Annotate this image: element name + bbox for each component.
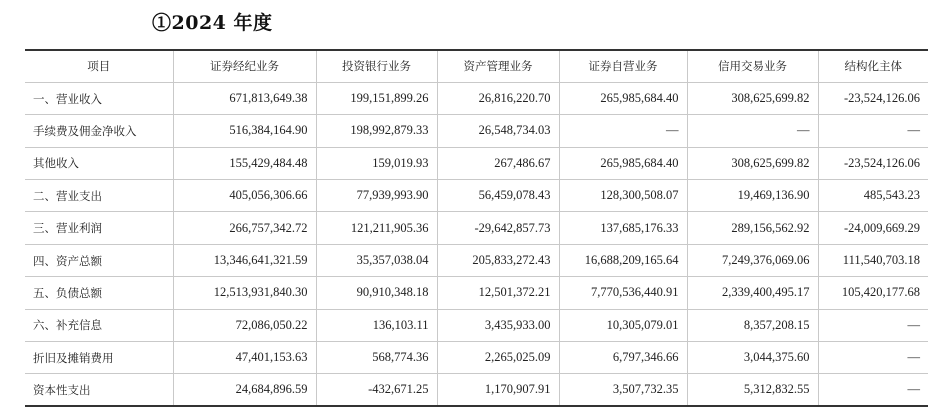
table-cell: 26,548,734.03 bbox=[437, 115, 559, 147]
table-cell: — bbox=[687, 115, 818, 147]
table-cell: 205,833,272.43 bbox=[437, 244, 559, 276]
table-row bbox=[25, 82, 928, 114]
table-cell: 2,339,400,495.17 bbox=[687, 277, 818, 309]
table-cell: 199,151,899.26 bbox=[316, 82, 437, 114]
table-cell: 671,813,649.38 bbox=[173, 82, 316, 114]
row-label: 二、营业支出 bbox=[25, 180, 173, 212]
table-cell: 155,429,484.48 bbox=[173, 147, 316, 179]
table-cell: 12,513,931,840.30 bbox=[173, 277, 316, 309]
table-cell: 308,625,699.82 bbox=[687, 147, 818, 179]
table-cell: 198,992,879.33 bbox=[316, 115, 437, 147]
table-cell: 3,435,933.00 bbox=[437, 309, 559, 341]
table-cell: — bbox=[818, 342, 928, 374]
table-cell: 35,357,038.04 bbox=[316, 244, 437, 276]
table-cell: 1,170,907.91 bbox=[437, 374, 559, 406]
table-cell: — bbox=[818, 374, 928, 406]
table-cell: 485,543.23 bbox=[818, 180, 928, 212]
column-header: 结构化主体 bbox=[818, 50, 928, 82]
table-cell: 159,019.93 bbox=[316, 147, 437, 179]
table-cell: 7,770,536,440.91 bbox=[559, 277, 687, 309]
table-cell: 72,086,050.22 bbox=[173, 309, 316, 341]
table-cell: 3,507,732.35 bbox=[559, 374, 687, 406]
table-row bbox=[25, 115, 928, 147]
table-row bbox=[25, 180, 928, 212]
row-label: 一、营业收入 bbox=[25, 82, 173, 114]
table-cell: 3,044,375.60 bbox=[687, 342, 818, 374]
table-cell: 568,774.36 bbox=[316, 342, 437, 374]
column-header: 信用交易业务 bbox=[687, 50, 818, 82]
table-row bbox=[25, 147, 928, 179]
row-label: 六、补充信息 bbox=[25, 309, 173, 341]
table-cell: — bbox=[818, 115, 928, 147]
table-row bbox=[25, 244, 928, 276]
table-cell: 16,688,209,165.64 bbox=[559, 244, 687, 276]
table-cell: -432,671.25 bbox=[316, 374, 437, 406]
table-cell: 137,685,176.33 bbox=[559, 212, 687, 244]
table-cell: -24,009,669.29 bbox=[818, 212, 928, 244]
table-cell: — bbox=[818, 309, 928, 341]
table-cell: 128,300,508.07 bbox=[559, 180, 687, 212]
table-cell: 289,156,562.92 bbox=[687, 212, 818, 244]
table-cell: 77,939,993.90 bbox=[316, 180, 437, 212]
row-label: 其他收入 bbox=[25, 147, 173, 179]
table-cell: 12,501,372.21 bbox=[437, 277, 559, 309]
table-cell: 265,985,684.40 bbox=[559, 82, 687, 114]
table-cell: -29,642,857.73 bbox=[437, 212, 559, 244]
row-label: 资本性支出 bbox=[25, 374, 173, 406]
table-cell: 136,103.11 bbox=[316, 309, 437, 341]
table-cell: 266,757,342.72 bbox=[173, 212, 316, 244]
table-cell: 7,249,376,069.06 bbox=[687, 244, 818, 276]
table-cell: 308,625,699.82 bbox=[687, 82, 818, 114]
table-cell: 5,312,832.55 bbox=[687, 374, 818, 406]
table-cell: 121,211,905.36 bbox=[316, 212, 437, 244]
column-header: 资产管理业务 bbox=[437, 50, 559, 82]
table-cell: 105,420,177.68 bbox=[818, 277, 928, 309]
column-header: 证券自营业务 bbox=[559, 50, 687, 82]
table-cell: 2,265,025.09 bbox=[437, 342, 559, 374]
table-row bbox=[25, 342, 928, 374]
table-cell: -23,524,126.06 bbox=[818, 147, 928, 179]
table-cell: — bbox=[559, 115, 687, 147]
table-cell: 6,797,346.66 bbox=[559, 342, 687, 374]
row-label: 三、营业利润 bbox=[25, 212, 173, 244]
table-cell: 90,910,348.18 bbox=[316, 277, 437, 309]
table-cell: 516,384,164.90 bbox=[173, 115, 316, 147]
row-label: 四、资产总额 bbox=[25, 244, 173, 276]
table-cell: 10,305,079.01 bbox=[559, 309, 687, 341]
table-cell: 405,056,306.66 bbox=[173, 180, 316, 212]
section-heading: ①2024 年度 bbox=[152, 12, 273, 34]
table-row bbox=[25, 309, 928, 341]
table-row bbox=[25, 374, 928, 406]
table-cell: 19,469,136.90 bbox=[687, 180, 818, 212]
table-cell: 265,985,684.40 bbox=[559, 147, 687, 179]
table-cell: 56,459,078.43 bbox=[437, 180, 559, 212]
segment-report-table bbox=[25, 49, 928, 407]
table-cell: 267,486.67 bbox=[437, 147, 559, 179]
table-cell: 13,346,641,321.59 bbox=[173, 244, 316, 276]
table-cell: 47,401,153.63 bbox=[173, 342, 316, 374]
table-cell: 111,540,703.18 bbox=[818, 244, 928, 276]
table-cell: 24,684,896.59 bbox=[173, 374, 316, 406]
row-label: 手续费及佣金净收入 bbox=[25, 115, 173, 147]
column-header: 投资银行业务 bbox=[316, 50, 437, 82]
column-header: 项目 bbox=[25, 50, 173, 82]
row-label: 五、负债总额 bbox=[25, 277, 173, 309]
row-label: 折旧及摊销费用 bbox=[25, 342, 173, 374]
table-cell: 26,816,220.70 bbox=[437, 82, 559, 114]
table-cell: 8,357,208.15 bbox=[687, 309, 818, 341]
table-header-row bbox=[25, 50, 928, 82]
table-cell: -23,524,126.06 bbox=[818, 82, 928, 114]
table-row bbox=[25, 277, 928, 309]
column-header: 证券经纪业务 bbox=[173, 50, 316, 82]
table-row bbox=[25, 212, 928, 244]
